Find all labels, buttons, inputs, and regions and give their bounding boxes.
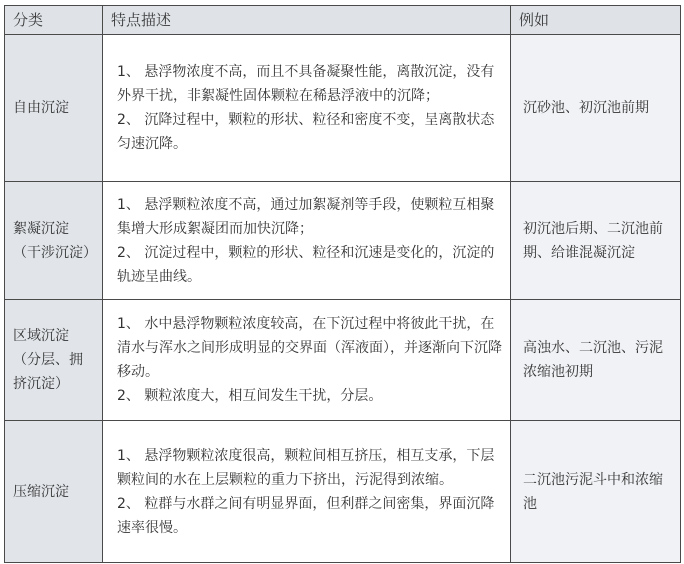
category-cell: 自由沉淀 bbox=[5, 35, 103, 182]
feature-point: 2、 沉降过程中，颗粒的形状、粒径和密度不变，呈离散状态匀速沉降。 bbox=[117, 112, 495, 152]
feature-point: 2、 沉淀过程中，颗粒的形状、粒径和沉速是变化的，沉淀的轨迹呈曲线。 bbox=[117, 244, 495, 285]
sedimentation-types-table bbox=[4, 5, 681, 563]
table-row bbox=[5, 182, 681, 300]
table-header-row bbox=[5, 6, 681, 35]
category-cell: 压缩沉淀 bbox=[5, 421, 103, 563]
feature-point: 1、 悬浮物颗粒浓度很高，颗粒间相互挤压，相互支承，下层颗粒间的水在上层颗粒的重力下挤出，污泥得到浓缩。 bbox=[117, 447, 495, 488]
features-cell bbox=[103, 300, 511, 421]
header-example: 例如 bbox=[511, 6, 681, 35]
feature-point: 2、 粒群与水群之间有明显界面，但利群之间密集，界面沉降速率很慢。 bbox=[117, 495, 495, 536]
example-cell: 二沉池污泥斗中和浓缩池 bbox=[511, 421, 681, 563]
table-row bbox=[5, 300, 681, 421]
example-cell: 初沉池后期、二沉池前期、给谁混凝沉淀 bbox=[511, 182, 681, 300]
example-cell: 高浊水、二沉池、污泥浓缩池初期 bbox=[511, 300, 681, 421]
category-cell: 絮凝沉淀（干涉沉淀） bbox=[5, 182, 103, 300]
example-cell: 沉砂池、初沉池前期 bbox=[511, 35, 681, 182]
feature-point: 1、 水中悬浮物颗粒浓度较高，在下沉过程中将彼此干扰，在清水与浑水之间形成明显的交界面（浑液面），并逐渐向下沉降移动。 bbox=[117, 316, 502, 380]
feature-point: 1、 悬浮物浓度不高，而且不具备凝聚性能，离散沉淀，没有外界干扰，非絮凝性固体颗粒在稀悬浮液中的沉降； bbox=[117, 64, 495, 104]
features-cell bbox=[103, 421, 511, 563]
feature-point: 1、 悬浮颗粒浓度不高，通过加絮凝剂等手段，使颗粒互相聚集增大形成絮凝团而加快沉降； bbox=[117, 196, 495, 237]
header-features: 特点描述 bbox=[103, 6, 511, 35]
features-cell bbox=[103, 182, 511, 300]
features-cell bbox=[103, 35, 511, 182]
table-row bbox=[5, 421, 681, 563]
header-category: 分类 bbox=[5, 6, 103, 35]
category-cell: 区域沉淀（分层、拥挤沉淀） bbox=[5, 300, 103, 421]
feature-point: 2、 颗粒浓度大，相互间发生干扰，分层。 bbox=[117, 388, 383, 404]
table-row bbox=[5, 35, 681, 182]
